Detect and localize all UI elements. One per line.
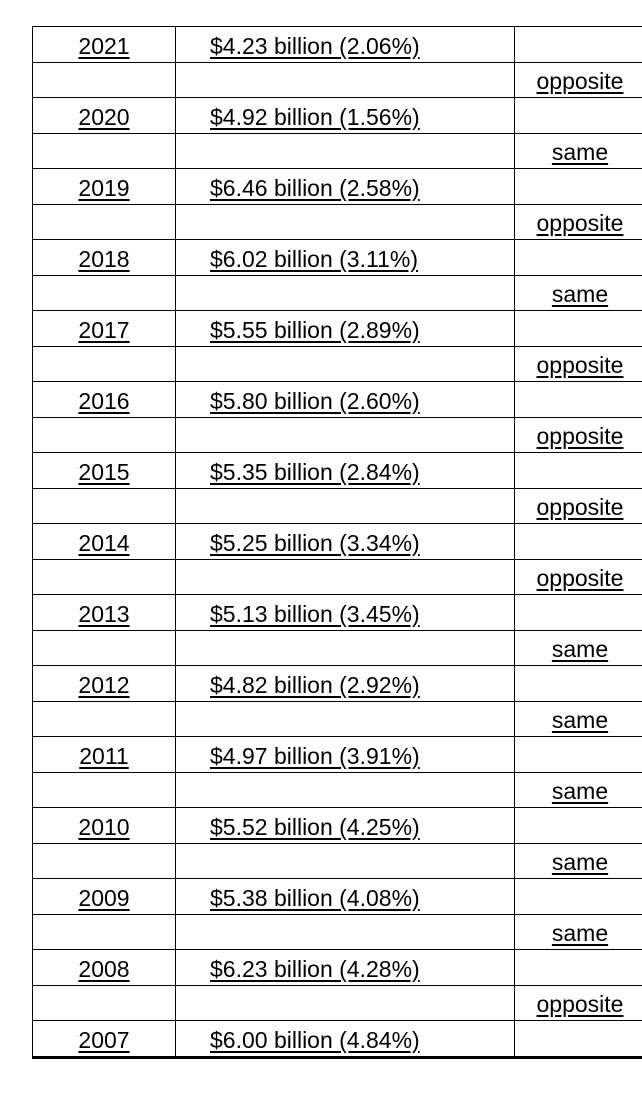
relation-cell — [515, 843, 642, 879]
value-cell — [176, 346, 515, 382]
year-cell-text: 2012 — [78, 671, 130, 698]
year-cell-text: 2014 — [78, 529, 130, 556]
value-cell-text: $6.23 billion (4.28%) — [210, 955, 420, 982]
value-cell-text: $4.82 billion (2.92%) — [210, 671, 420, 698]
relation-cell — [515, 240, 642, 276]
table-row — [33, 240, 642, 276]
relation-cell-text: opposite — [536, 494, 624, 520]
table-row — [33, 133, 642, 169]
relation-cell — [515, 453, 642, 489]
table-row — [33, 808, 642, 844]
value-cell-text: $4.92 billion (1.56%) — [210, 103, 420, 130]
relation-cell — [515, 950, 642, 986]
year-cell — [33, 879, 176, 915]
yearly-values-table — [32, 26, 642, 1059]
relation-cell — [515, 133, 642, 169]
year-cell-text: 2016 — [78, 387, 130, 414]
year-cell-text: 2008 — [78, 955, 130, 982]
value-cell-text: $6.02 billion (3.11%) — [210, 245, 418, 272]
value-cell — [176, 772, 515, 808]
year-cell — [33, 27, 176, 63]
value-cell — [176, 666, 515, 702]
value-cell — [176, 914, 515, 950]
relation-cell-text: same — [551, 920, 609, 946]
value-cell-text: $5.52 billion (4.25%) — [210, 813, 420, 840]
table-row — [33, 737, 642, 773]
year-cell — [33, 914, 176, 950]
value-cell — [176, 275, 515, 311]
year-cell — [33, 595, 176, 631]
value-cell — [176, 808, 515, 844]
relation-cell — [515, 1021, 642, 1058]
value-cell — [176, 453, 515, 489]
year-cell — [33, 346, 176, 382]
year-cell — [33, 204, 176, 240]
table-row — [33, 772, 642, 808]
year-cell-text: 2020 — [78, 103, 130, 130]
table-row — [33, 98, 642, 134]
value-cell — [176, 311, 515, 347]
year-cell — [33, 843, 176, 879]
relation-cell — [515, 488, 642, 524]
relation-cell — [515, 879, 642, 915]
year-cell — [33, 169, 176, 205]
value-cell-text: $6.46 billion (2.58%) — [210, 174, 420, 201]
relation-cell — [515, 595, 642, 631]
year-cell-text: 2013 — [78, 600, 130, 627]
table-row — [33, 985, 642, 1021]
value-cell — [176, 133, 515, 169]
year-cell — [33, 311, 176, 347]
year-cell — [33, 240, 176, 276]
table-row — [33, 524, 642, 560]
value-cell — [176, 62, 515, 98]
relation-cell-text: opposite — [536, 565, 624, 591]
data-table-container — [32, 26, 624, 1059]
value-cell — [176, 417, 515, 453]
table-row — [33, 701, 642, 737]
value-cell-text: $6.00 billion (4.84%) — [210, 1026, 420, 1053]
relation-cell-text: same — [551, 139, 609, 165]
table-row — [33, 169, 642, 205]
relation-cell — [515, 914, 642, 950]
year-cell — [33, 62, 176, 98]
relation-cell — [515, 524, 642, 560]
relation-cell — [515, 701, 642, 737]
year-cell — [33, 98, 176, 134]
value-cell — [176, 27, 515, 63]
value-cell — [176, 701, 515, 737]
value-cell — [176, 630, 515, 666]
table-row — [33, 843, 642, 879]
table-row — [33, 879, 642, 915]
year-cell — [33, 453, 176, 489]
table-row — [33, 950, 642, 986]
relation-cell-text: opposite — [536, 423, 624, 449]
relation-cell — [515, 985, 642, 1021]
value-cell — [176, 169, 515, 205]
year-cell-text: 2011 — [79, 742, 129, 769]
value-cell — [176, 985, 515, 1021]
value-cell-text: $5.35 billion (2.84%) — [210, 458, 420, 485]
relation-cell — [515, 62, 642, 98]
relation-cell-text: opposite — [536, 210, 624, 236]
table-row — [33, 311, 642, 347]
relation-cell — [515, 275, 642, 311]
value-cell — [176, 879, 515, 915]
value-cell-text: $5.55 billion (2.89%) — [210, 316, 420, 343]
year-cell — [33, 417, 176, 453]
relation-cell — [515, 98, 642, 134]
relation-cell — [515, 382, 642, 418]
value-cell — [176, 240, 515, 276]
relation-cell — [515, 666, 642, 702]
table-row — [33, 630, 642, 666]
relation-cell-text: opposite — [536, 68, 624, 94]
relation-cell — [515, 630, 642, 666]
year-cell — [33, 559, 176, 595]
value-cell-text: $5.13 billion (3.45%) — [210, 600, 420, 627]
relation-cell-text: same — [551, 849, 609, 875]
year-cell — [33, 737, 176, 773]
value-cell — [176, 98, 515, 134]
year-cell — [33, 701, 176, 737]
relation-cell — [515, 417, 642, 453]
year-cell-text: 2007 — [78, 1026, 130, 1053]
value-cell — [176, 950, 515, 986]
year-cell-text: 2018 — [78, 245, 130, 272]
relation-cell — [515, 737, 642, 773]
table-row — [33, 488, 642, 524]
value-cell-text: $4.23 billion (2.06%) — [210, 32, 420, 59]
year-cell-text: 2021 — [78, 32, 130, 59]
year-cell — [33, 985, 176, 1021]
table-row — [33, 382, 642, 418]
year-cell — [33, 382, 176, 418]
year-cell — [33, 772, 176, 808]
table-row — [33, 204, 642, 240]
value-cell-text: $5.38 billion (4.08%) — [210, 884, 420, 911]
year-cell — [33, 133, 176, 169]
relation-cell-text: same — [551, 778, 609, 804]
relation-cell — [515, 204, 642, 240]
value-cell — [176, 595, 515, 631]
year-cell — [33, 1021, 176, 1058]
value-cell-text: $5.80 billion (2.60%) — [210, 387, 420, 414]
table-row — [33, 914, 642, 950]
year-cell — [33, 524, 176, 560]
year-cell — [33, 275, 176, 311]
table-row — [33, 346, 642, 382]
value-cell — [176, 382, 515, 418]
value-cell — [176, 204, 515, 240]
year-cell — [33, 630, 176, 666]
year-cell-text: 2015 — [78, 458, 130, 485]
value-cell — [176, 737, 515, 773]
relation-cell — [515, 559, 642, 595]
table-row — [33, 453, 642, 489]
relation-cell — [515, 346, 642, 382]
table-row — [33, 1021, 642, 1058]
year-cell-text: 2010 — [78, 813, 130, 840]
value-cell — [176, 559, 515, 595]
table-row — [33, 275, 642, 311]
table-row — [33, 417, 642, 453]
relation-cell — [515, 169, 642, 205]
relation-cell — [515, 772, 642, 808]
relation-cell — [515, 808, 642, 844]
year-cell — [33, 950, 176, 986]
relation-cell-text: same — [551, 281, 609, 307]
relation-cell — [515, 311, 642, 347]
year-cell-text: 2017 — [78, 316, 130, 343]
year-cell — [33, 488, 176, 524]
year-cell — [33, 666, 176, 702]
value-cell-text: $4.97 billion (3.91%) — [210, 742, 420, 769]
year-cell-text: 2009 — [78, 884, 130, 911]
table-row — [33, 27, 642, 63]
value-cell — [176, 843, 515, 879]
value-cell — [176, 488, 515, 524]
table-row — [33, 595, 642, 631]
relation-cell-text: same — [551, 707, 609, 733]
table-row — [33, 666, 642, 702]
table-row — [33, 559, 642, 595]
value-cell — [176, 524, 515, 560]
relation-cell-text: same — [551, 636, 609, 662]
year-cell-text: 2019 — [78, 174, 130, 201]
relation-cell-text: opposite — [536, 352, 624, 378]
year-cell — [33, 808, 176, 844]
table-row — [33, 62, 642, 98]
value-cell — [176, 1021, 515, 1058]
table-body — [33, 27, 642, 1058]
relation-cell — [515, 27, 642, 63]
value-cell-text: $5.25 billion (3.34%) — [210, 529, 420, 556]
relation-cell-text: opposite — [536, 991, 624, 1017]
